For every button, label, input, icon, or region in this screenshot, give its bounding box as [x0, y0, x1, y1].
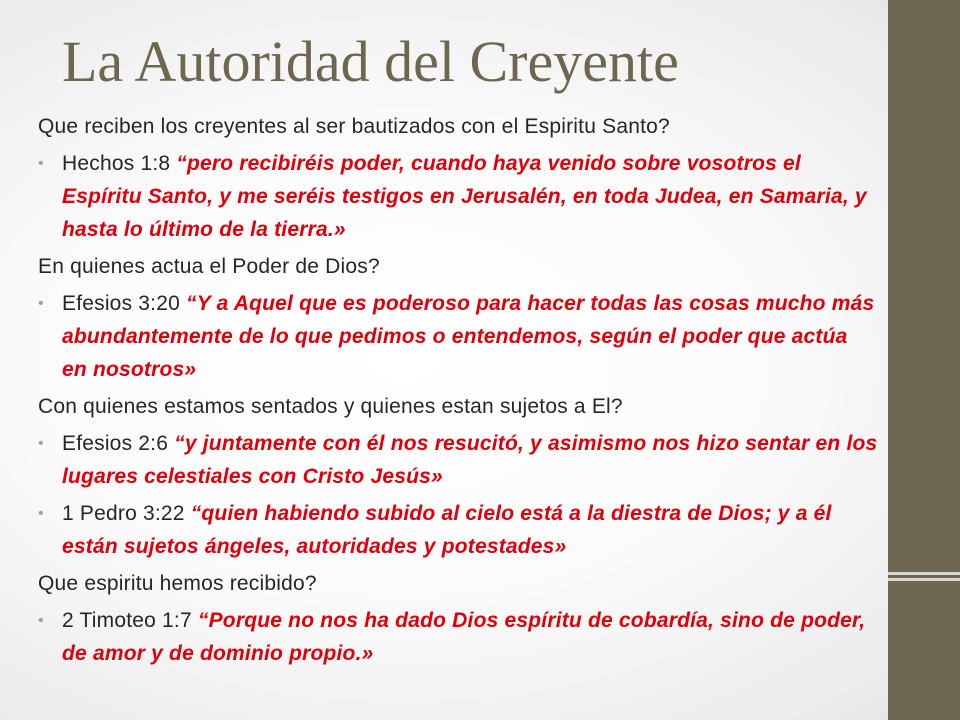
question-text: Que reciben los creyentes al ser bautizados con el Espiritu Santo?: [38, 115, 670, 138]
scripture-reference: Efesios 3:20: [62, 292, 187, 315]
scripture-reference: 2 Timoteo 1:7: [62, 609, 198, 632]
decorative-side-bar: [888, 0, 960, 720]
bullet-dot-icon: •: [38, 155, 44, 172]
scripture-bullet: [38, 604, 878, 670]
bullet-dot-icon: •: [38, 612, 44, 629]
slide-title: La Autoridad del Creyente: [62, 29, 679, 94]
side-bar-stripe: [888, 578, 960, 581]
question-text: Que espiritu hemos recibido?: [38, 572, 317, 595]
scripture-reference: 1 Pedro 3:22: [62, 502, 191, 525]
scripture-quote: “pero recibiréis poder, cuando haya venido sobre vosotros el Espíritu Santo, y me seréis testigos en Jerusalén, en toda Judea, en Samaria, y hasta lo último de la tierra.»: [62, 152, 867, 241]
scripture-bullet: [38, 427, 878, 493]
slide-content: [38, 110, 878, 674]
question-text: En quienes actua el Poder de Dios?: [38, 255, 380, 278]
scripture-reference: Efesios 2:6: [62, 432, 175, 455]
side-bar-stripe: [888, 572, 960, 575]
scripture-quote: “Y a Aquel que es poderoso para hacer todas las cosas mucho más abundantemente de lo que pedimos o entendemos, según el poder que actúa en nosotros»: [62, 292, 875, 381]
scripture-quote: “quien habiendo subido al cielo está a la diestra de Dios; y a él están sujetos ángeles, autoridades y potestades»: [62, 502, 832, 558]
question-text: Con quienes estamos sentados y quienes estan sujetos a El?: [38, 395, 623, 418]
bullet-dot-icon: •: [38, 505, 44, 522]
scripture-quote: “Porque no nos ha dado Dios espíritu de cobardía, sino de poder, de amor y de dominio propio.»: [62, 609, 866, 665]
scripture-bullet: [38, 287, 878, 386]
scripture-quote: “y juntamente con él nos resucitó, y asimismo nos hizo sentar en los lugares celestiales con Cristo Jesús»: [62, 432, 878, 488]
scripture-bullet: [38, 497, 878, 563]
bullet-dot-icon: •: [38, 295, 44, 312]
scripture-reference: Hechos 1:8: [62, 152, 177, 175]
scripture-bullet: [38, 147, 878, 246]
bullet-dot-icon: •: [38, 435, 44, 452]
